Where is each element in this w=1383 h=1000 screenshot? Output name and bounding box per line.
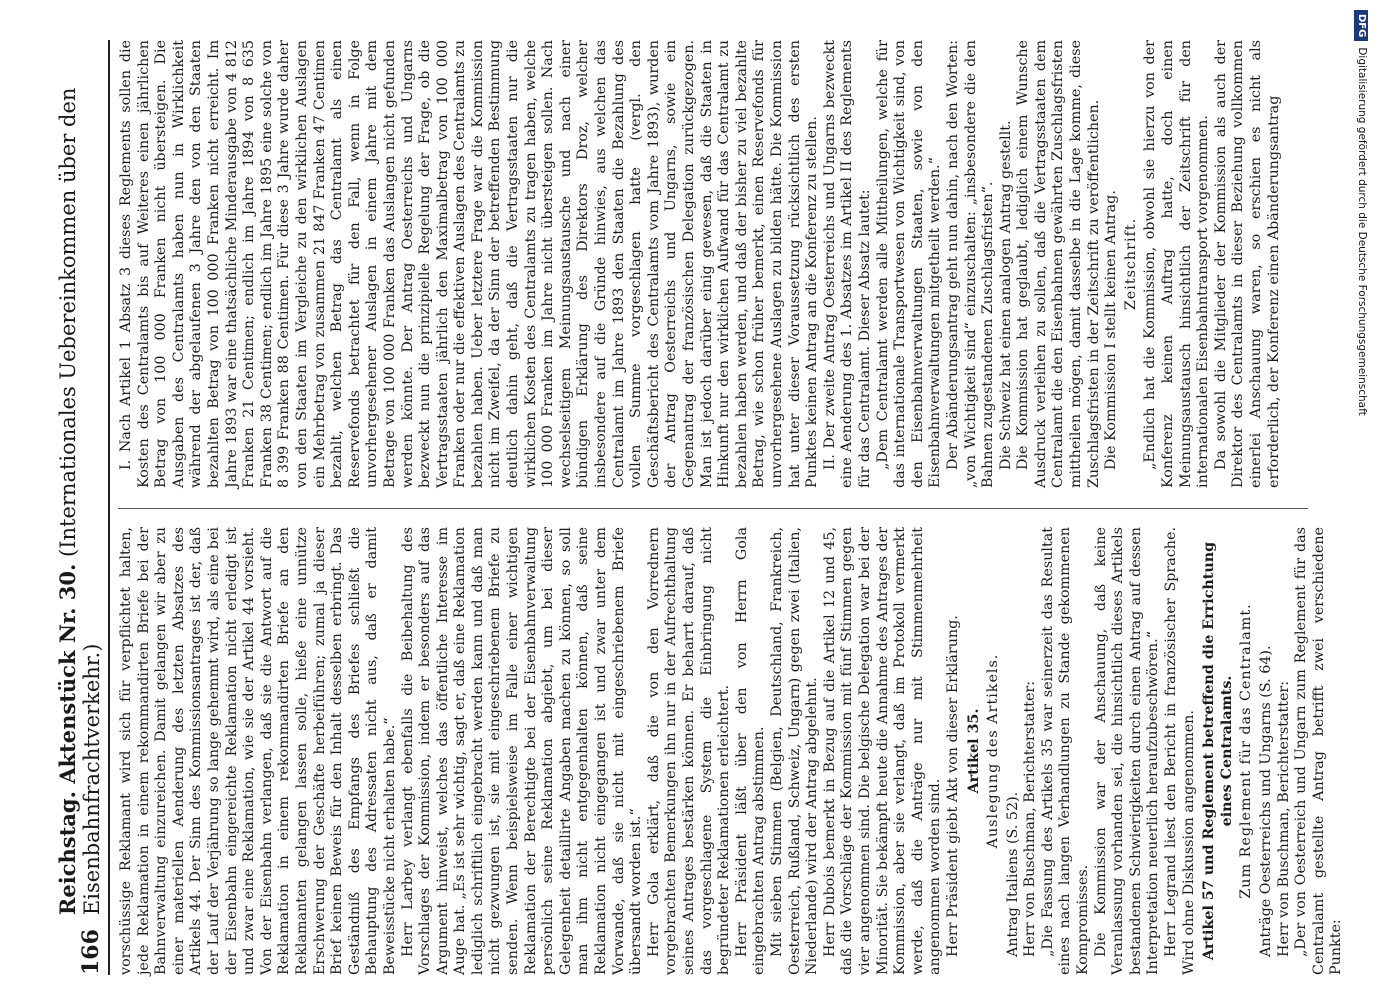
paragraph: Mit sieben Stimmen (Belgien, Deutschland, Frankreich, Oesterreich, Rußland, Schweiz, Ungarn) gegen zwei (Italien, Niederlande) wird der Antrag abgelehnt. (768, 527, 821, 975)
section-subheading: Auslegung des Artikels. (985, 653, 1002, 849)
page-header (55, 40, 104, 975)
paragraph: Die Kommission hat geglaubt, lediglich einem Wunsche Ausdruck verleihen zu sollen, daß die Vertragsstaaten dem Centralamt die den Eisenbahnen gewährten Zuschlagsfristen mittheilen mögen, damit dasselbe in die Lage komme, diese Zuschlagsfristen in der Zeitschrift zu veröffentlichen. (1015, 40, 1102, 488)
header-rule (108, 40, 110, 975)
rotated-page-area (55, 40, 1345, 975)
paragraph: „Endlich hat die Kommission, obwohl sie hierzu von der Konferenz keinen Auftrag hatte, doch einen Meinungsaustausch hinsichtlich der Zeitschrift für den internationalen Eisenbahntransport vorgenommen. (1142, 40, 1212, 488)
paragraph: II. Der zweite Antrag Oesterreichs und Ungarns bezweckt eine Aenderung des 1. Absatzes im Artikel II des Reglements für das Centralamt. Dieser Absatz lautet: (821, 40, 873, 488)
document-page (55, 40, 1345, 975)
paragraph: Anträge Oesterreichs und Ungarns (S. 64). (1258, 645, 1274, 957)
section-heading: Artikel 57 und Reglement betreffend die Errichtung eines Centralamts. (1201, 541, 1235, 961)
paragraph: „Der von Oesterreich und Ungarn zum Reglement für das Centralamt gestellte Antrag betrifft zwei verschiedene Punkte: (1293, 527, 1345, 975)
section-heading: Artikel 35. (965, 708, 982, 794)
paragraph: I. Nach Artikel 1 Absatz 3 dieses Reglements sollen die Kosten des Centralamts bis auf Weiteres einen jährlichen Betrag von 100 000 Franken nicht übersteigen. Die Ausgaben des Centralamts haben nun in Wirklichkeit während der abgelaufenen 3 Jahre den von den Staaten bezahlten Betrag von 100 000 Franken nicht erreicht. Im Jahre 1893 war eine thatsächliche Minderausgabe von 4 812 Franken 21 Centimen; endlich im Jahre 1894 von 8 635 Franken 38 Centimen; endlich im Jahre 1895 eine solche von 8 399 Franken 88 Centimen. Für diese 3 Jahre wurde daher von den Staaten im Vergleiche zu den wirklichen Auslagen ein Mehrbetrag von zusammen 21 847 Franken 47 Centimen bezahlt, welchen Betrag das Centralamt als einen Reservefonds betrachtet für den Fall, wenn in Folge unvorhergesehener Auslagen in einem Jahre mit dem Betrage von 100 000 Franken das Auslangen nicht gefunden werden könnte. Der Antrag Oesterreichs und Ungarns bezweckt nun die prinzipielle Regelung der Frage, ob die Vertragsstaaten jährlich den Maximalbetrag von 100 000 Franken oder nur die effektiven Auslagen des Centralamts zu bezahlen haben. Ueber letztere Frage war die Kommission nicht im Zweifel, da der Sinn der betreffenden Bestimmung deutlich dahin geht, daß die Vertragsstaaten nur die wirklichen Kosten des Centralamts zu tragen haben, welche 100 000 Franken im Jahre nicht übersteigen sollen. Nach wechselseitigem Meinungsaustausche und nach einer bündigen Erklärung des Direktors Droz, welcher insbesondere auf die Gründe hinwies, aus welchen das Centralamt im Jahre 1893 den Staaten die Bezahlung des vollen Summe vorgeschlagen hatte (vergl. den Geschäftsbericht des Centralamts vom Jahre 1893), wurden der Antrag Oesterreichs und Ungarns, sowie ein Gegenantrag der französischen Delegation zurückgezogen. Man ist jedoch darüber einig gewesen, daß die Staaten in Hinkunft nur den wirklichen Aufwand für das Centralamt zu bezahlen haben werden, und daß der bisher zu viel bezahlte Betrag, wie schon früher bemerkt, einen Reservefonds für unvorhergesehene Auslagen zu bilden hätte. Die Kommission hat unter dieser Voraussetzung rücksichtlich des ersten Punktes keinen Antrag an die Konferenz zu stellen. (118, 40, 821, 488)
section-subheading: Zum Reglement für das Centralamt. (1238, 603, 1255, 899)
credit-text: Digitalisierung gefördert durch die Deutsche Forschungsgemeinschaft (1356, 47, 1368, 416)
paragraph: „Dem Centralamt werden alle Mittheilungen, welche für das internationale Transportwesen von Wichtigkeit sind, von den Eisenbahnverwaltungen Staaten, sowie von den Eisenbahnverwaltungen mitgetheilt werden.“ (874, 40, 944, 488)
running-title (55, 40, 104, 915)
paragraph: vorschüssige Reklamant wird sich für verpflichtet halten, jede Reklamation in einem rekommandirten Briefe bei der Bahnverwaltung einzureichen. Damit gelangen wir aber zu einer materiellen Aenderung des letzten Absatzes des Artikels 44. Der Sinn des Kommissionsantrages ist der, daß der Lauf der Verjährung so lange gehemmt wird, als eine bei der Eisenbahn eingereichte Reklamation nicht erledigt ist und zwar eine Reklamation, wie sie der Artikel 44 vorsieht. Von der Eisenbahn verlangen, daß sie die Antwort auf die Reklamation in einem rekommandirten Briefe an den Reklamanten gelangen lassen solle, hieße eine unnütze Erschwerung der Geschäfte herbeiführen; zumal ja dieser Brief keinen Beweis für den Inhalt desselben erbringt. Das Geständniß des Empfangs des Briefes schließt die Behauptung des Adressaten nicht aus, daß er damit Beweisstücke nicht erhalten habe.“ (118, 527, 398, 975)
paragraph: Herr von Buschman, Berichterstatter: (1022, 680, 1039, 957)
paragraph: Herr Larbey verlangt ebenfalls die Beibehaltung des Vorschlages der Kommission, indem er besonders auf das Argument hinweist, welches das öffentliche Interesse im Auge hat. „Es ist sehr wichtig, sagt er, daß eine Reklamation lediglich schriftlich eingebracht werden kann und daß man nicht gezwungen ist, sie mit eingeschriebenem Briefe zu senden. Wenn beispielsweise im Falle einer wichtigen Reklamation der Berechtigte bei der Eisenbahnverwaltung persönlich seine Reklamation abgiebt, um bei dieser Gelegenheit detaillirte Angaben machen zu können, so soll man ihm nicht entgegenhalten können, daß seine Reklamation nicht eingegangen ist und zwar unter dem Vorwande, daß sie nicht mit eingeschriebenem Briefe übersandt worden ist.“ (399, 527, 645, 975)
credit-text-rotated (1351, 10, 1373, 1000)
column-divider (118, 508, 1308, 509)
paragraph: Da sowohl die Mitglieder der Kommission als auch der Direktor des Centralamts in dieser Beziehung vollkommen einerlei Anschauung waren, so erschien es nicht als erforderlich, der Konferenz einen Abänderungsantrag (1212, 40, 1282, 488)
paragraph: Herr Präsident giebt Akt von dieser Erklärung. (944, 615, 961, 957)
running-title-rest: (Internationales Uebereinkommen über den Eisenbahnfrachtverkehr.) (56, 87, 104, 916)
paragraph: Der Abänderungsantrag geht nun dahin, nach den Worten: „von Wichtigkeit sind“ einzuschalten: „insbesondere die den Bahnen zugestandenen Zuschlagsfristen“. (944, 40, 997, 488)
right-column (118, 40, 1308, 488)
paragraph: Herr Präsident läßt über den von Herrn Gola eingebrachten Antrag abstimmen. (733, 527, 768, 975)
paragraph: Die Schweiz hat einen analogen Antrag gestellt. (997, 120, 1014, 470)
paragraph: Herr Gola erklärt, daß die von den Vorrednern vorgebrachten Bemerkungen ihn nur in der Aufrechthaltung seines Antrages bestärken können. Er beharrt darauf, daß das vorgeschlagene System die Einbringung nicht begründeter Reklamationen erleichtert. (645, 527, 733, 975)
left-column (118, 527, 1345, 975)
paragraph: „Die Fassung des Artikels 35 war seinerzeit das Resultat eines nach langen Verhandlungen zu Stande gekommenen Kompromisses. (1039, 527, 1092, 975)
paragraph: Herr von Buschman, Berichterstatter: (1275, 680, 1292, 957)
paragraph: Herr Dubois bemerkt in Bezug auf die Artikel 12 und 45, daß die Vorschläge der Kommission mit fünf Stimmen gegen vier angenommen sind. Die belgische Delegation war bei der Minorität. Sie bekämpft heute die Annahme des Antrages der Kommission, aber sie verlangt, daß im Protokoll vermerkt werde, daß die Anträge nur mit Stimmenmehrheit angenommen worden sind. (821, 527, 944, 975)
digitization-credit (1351, 10, 1373, 1000)
paragraph: Antrag Italiens (S. 52). (1004, 791, 1021, 957)
page-number: 166 (78, 929, 104, 975)
dfg-logo-icon: DFG (1354, 10, 1368, 41)
running-title-bold: Reichstag. Aktenstück Nr. 30. (55, 563, 80, 916)
paragraph: Herr Legrand liest den Bericht in französischer Sprache. Wird ohne Diskussion angenommen. (1163, 527, 1197, 975)
paragraph: Die Kommission I stellt keinen Antrag. (1103, 190, 1120, 470)
section-subheading: Zeitschrift. (1122, 217, 1139, 311)
paragraph: Die Kommission war der Anschauung, daß keine Veranlassung vorhanden sei, die hinsichtlich dieses Artikels bestandenen Schwierigkeiten durch einen Antrag auf dessen Interpretation neuerlich heraufzubeschwören.“ (1092, 527, 1162, 975)
